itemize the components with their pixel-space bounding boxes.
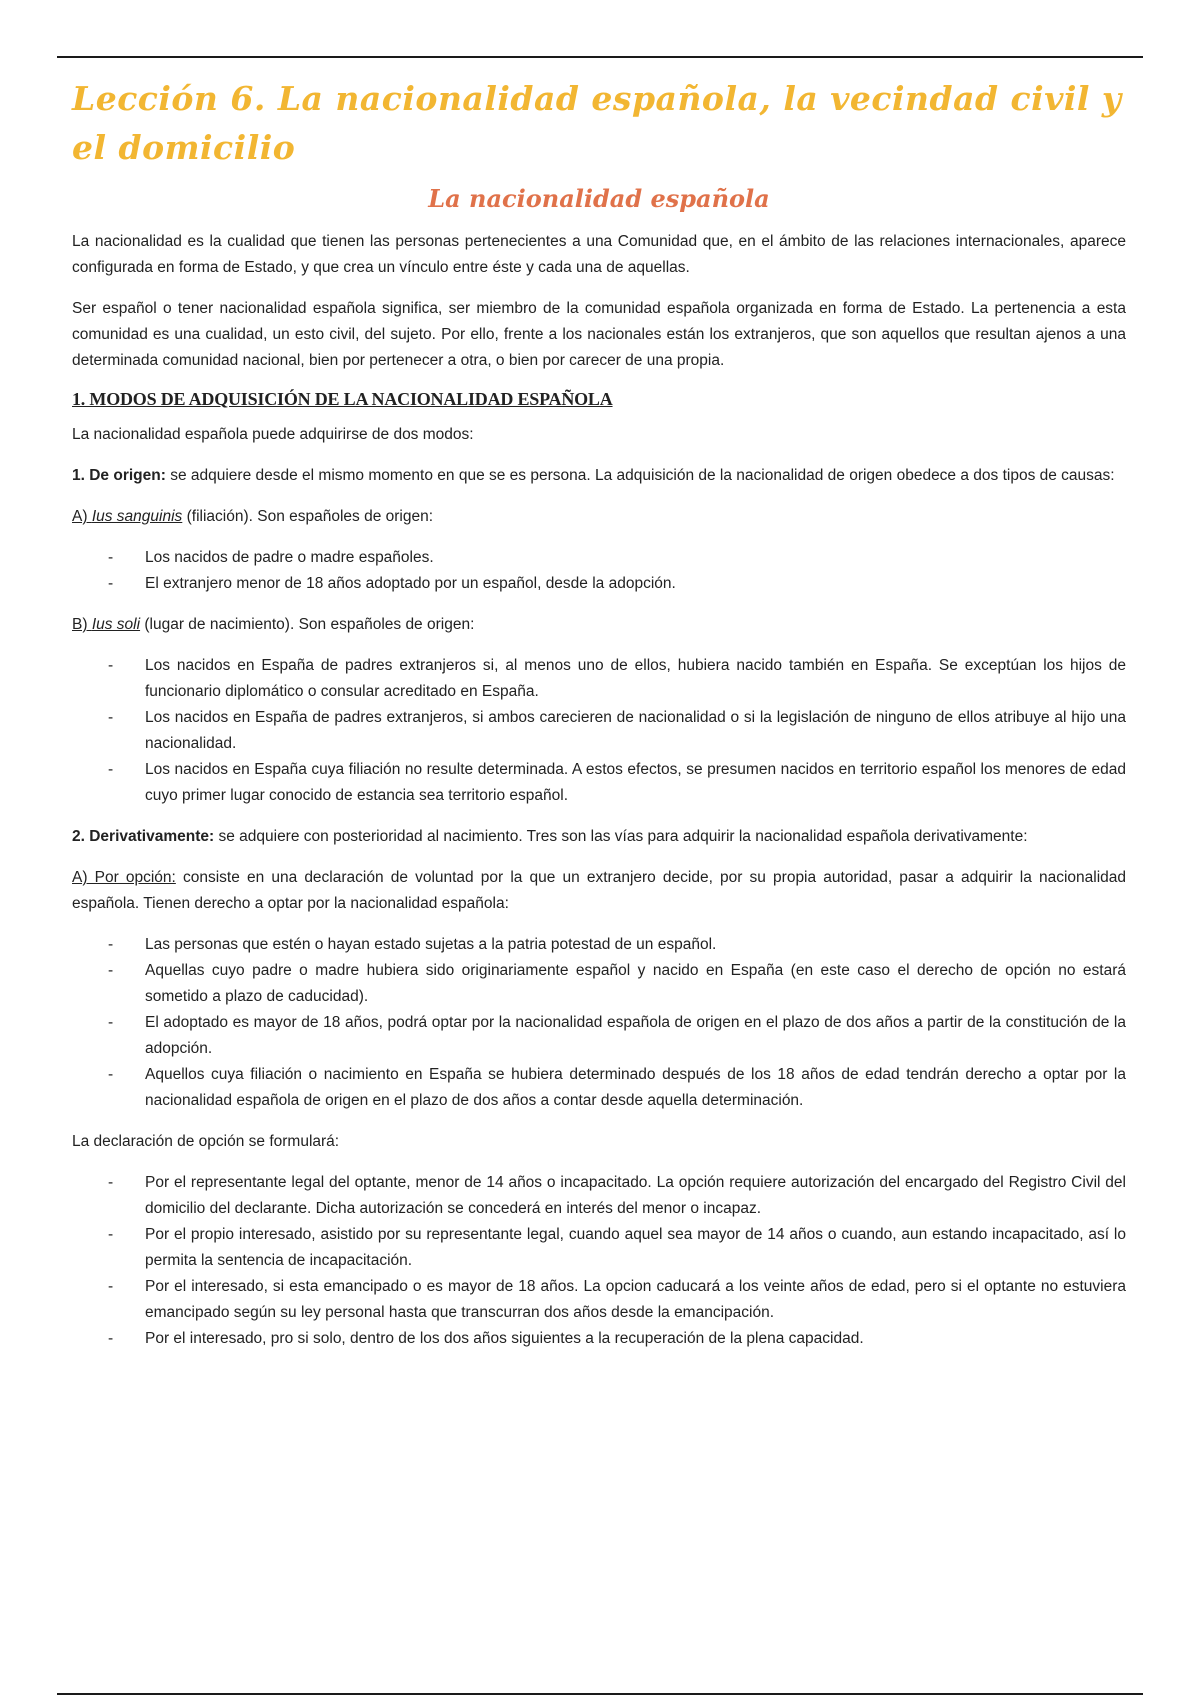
list-item: - Por el propio interesado, asistido por su representante legal, cuando aquel sea mayor de 14 años o cuando, aun estando incapacitado, así lo permita la sentencia de incapacitación.	[72, 1222, 1126, 1274]
opcion-text: consiste en una declaración de voluntad por la que un extranjero decide, por su propia autoridad, pasar a adquirir la nacionalidad española. Tienen derecho a optar por la nacionalidad española:	[72, 869, 1126, 912]
origen-text: se adquiere desde el mismo momento en que se es persona. La adquisición de la nacionalidad de origen obedece a dos tipos de causas:	[165, 467, 1115, 484]
list-item: - Los nacidos de padre o madre españoles.	[72, 545, 1126, 571]
list-item: - Por el interesado, si esta emancipado o es mayor de 18 años. La opcion caducará a los veinte años de edad, pero si el optante no estuviera emancipado según su ley personal hasta que transcurran dos años desde la emancipación.	[72, 1274, 1126, 1326]
ius-sanguinis-list	[72, 545, 1126, 597]
ius-sanguinis-prefix: A)	[72, 508, 92, 525]
opcion-paragraph	[72, 865, 1126, 917]
declaracion-list	[72, 1170, 1126, 1352]
ius-sanguinis-lead	[72, 504, 1126, 530]
list-item: - Los nacidos en España de padres extranjeros, si ambos carecieren de nacionalidad o si la legislación de ninguno de ellos atribuye al hijo una nacionalidad.	[72, 705, 1126, 757]
origen-label: 1. De origen:	[72, 467, 166, 484]
list-item: - Las personas que estén o hayan estado sujetas a la patria potestad de un español.	[72, 932, 1126, 958]
list-item: - El adoptado es mayor de 18 años, podrá optar por la nacionalidad española de origen en el plazo de dos años a partir de la constitución de la adopción.	[72, 1010, 1126, 1062]
document-page	[72, 74, 1126, 1367]
bottom-rule	[57, 1693, 1143, 1695]
intro-paragraph-2: Ser español o tener nacionalidad española significa, ser miembro de la comunidad española organizada en forma de Estado. La pertenencia a esta comunidad es una cualidad, un esto civil, del sujeto. Por ello, frente a los nacionales están los extranjeros, que son aquellos que resultan ajenos a una determinada comunidad nacional, bien por pertenecer a otra, o bien por carecer de una propia.	[72, 300, 1126, 369]
intro-paragraph-1: La nacionalidad es la cualidad que tienen las personas pertenecientes a una Comunidad que, en el ámbito de las relaciones internacionales, aparece configurada en forma de Estado, y que crea un vínculo entre éste y cada una de aquellas.	[72, 233, 1126, 276]
ius-soli-term: Ius soli	[91, 616, 141, 633]
derivativa-paragraph	[72, 824, 1126, 850]
ius-sanguinis-rest: (filiación). Son españoles de origen:	[182, 508, 434, 525]
derivativa-text: se adquiere con posterioridad al nacimiento. Tres son las vías para adquirir la nacionalidad española derivativamente:	[214, 828, 1028, 845]
ius-sanguinis-term: Ius sanguinis	[91, 508, 183, 525]
ius-soli-prefix: B)	[72, 616, 92, 633]
list-item: - Aquellos cuya filiación o nacimiento en España se hubiera determinado después de los 18 años de edad tendrán derecho a optar por la nacionalidad española de origen en el plazo de dos años a contar desde aquella determinación.	[72, 1062, 1126, 1114]
declaracion-lead: La declaración de opción se formulará:	[72, 1133, 340, 1150]
ius-soli-list	[72, 653, 1126, 809]
list-item: - El extranjero menor de 18 años adoptado por un español, desde la adopción.	[72, 571, 1126, 597]
list-item: - Los nacidos en España de padres extranjeros si, al menos uno de ellos, hubiera nacido también en España. Se exceptúan los hijos de funcionario diplomático o consular acreditado en España.	[72, 653, 1126, 705]
list-item: - Por el representante legal del optante, menor de 14 años o incapacitado. La opción requiere autorización del encargado del Registro Civil del domicilio del declarante. Dicha autorización se concederá en interés del menor o incapaz.	[72, 1170, 1126, 1222]
origen-paragraph	[72, 463, 1126, 489]
ius-soli-lead	[72, 612, 1126, 638]
modos-lead: La nacionalidad española puede adquirirse de dos modos:	[72, 426, 474, 443]
section-title: La nacionalidad española	[428, 184, 770, 213]
list-item: - Aquellas cuyo padre o madre hubiera sido originariamente español y nacido en España (en este caso el derecho de opción no estará sometido a plazo de caducidad).	[72, 958, 1126, 1010]
opcion-term: A) Por opción:	[72, 869, 176, 886]
derivativa-label: 2. Derivativamente:	[72, 828, 215, 845]
ius-soli-rest: (lugar de nacimiento). Son españoles de origen:	[140, 616, 475, 633]
lesson-title: Lección 6. La nacionalidad española, la vecindad civil y el domicilio	[72, 79, 1122, 167]
top-rule	[57, 56, 1143, 58]
opcion-list	[72, 932, 1126, 1114]
section-heading-modos: 1. MODOS DE ADQUISICIÓN DE LA NACIONALIDAD ESPAÑOLA	[72, 389, 613, 409]
list-item: - Por el interesado, pro si solo, dentro de los dos años siguientes a la recuperación de la plena capacidad.	[72, 1326, 1126, 1352]
list-item: - Los nacidos en España cuya filiación no resulte determinada. A estos efectos, se presumen nacidos en territorio español los menores de edad cuyo primer lugar conocido de estancia sea territorio español.	[72, 757, 1126, 809]
